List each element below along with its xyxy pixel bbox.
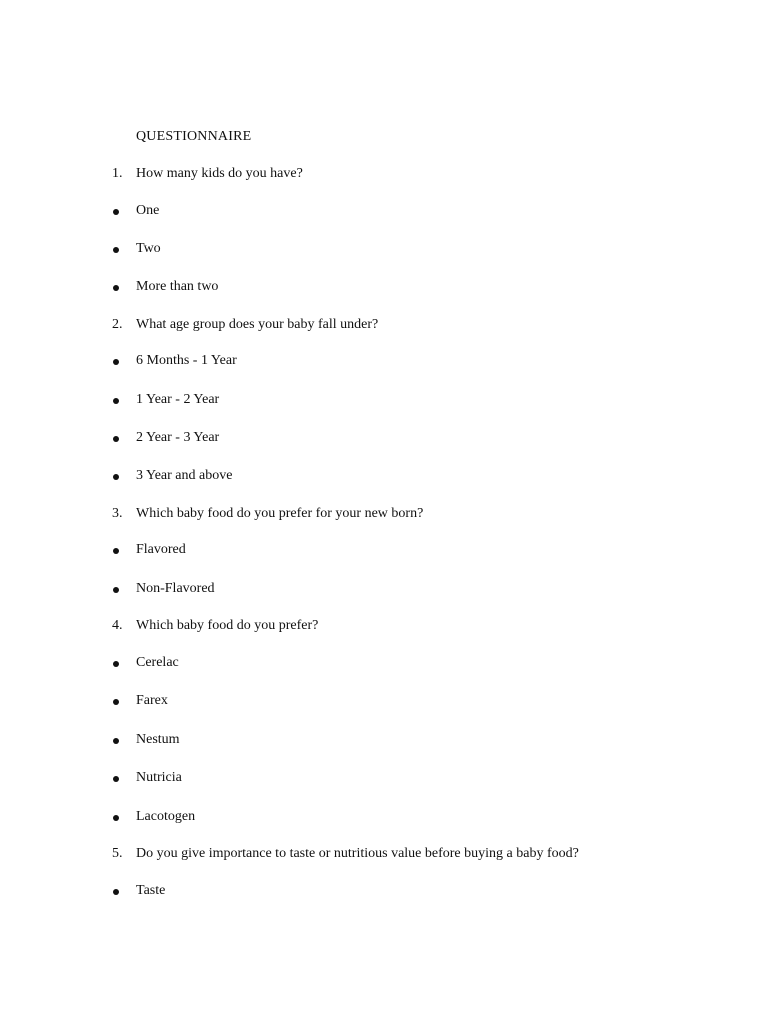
bullet-icon: [113, 738, 119, 744]
option-text: 1 Year - 2 Year: [136, 392, 220, 407]
option-item: [0, 391, 768, 411]
question-2: [0, 316, 768, 336]
question-text: How many kids do you have?: [136, 166, 303, 181]
document-title: QUESTIONNAIRE: [136, 129, 252, 144]
option-text: Lacotogen: [136, 809, 196, 824]
option-item: [0, 808, 768, 828]
option-item: [0, 882, 768, 902]
bullet-icon: [113, 474, 119, 480]
bullet-icon: [113, 398, 119, 404]
question-1: [0, 165, 768, 185]
bullet-icon: [113, 247, 119, 253]
bullet-icon: [113, 776, 119, 782]
option-item: [0, 202, 768, 222]
question-number: 3.: [112, 506, 123, 521]
option-text: Taste: [136, 883, 166, 898]
option-item: [0, 654, 768, 674]
bullet-icon: [113, 815, 119, 821]
bullet-icon: [113, 889, 119, 895]
bullet-icon: [113, 209, 119, 215]
option-item: [0, 731, 768, 751]
option-item: [0, 467, 768, 487]
option-item: [0, 429, 768, 449]
question-number: 4.: [112, 618, 123, 633]
option-item: [0, 692, 768, 712]
question-number: 5.: [112, 846, 123, 861]
option-text: Nutricia: [136, 770, 182, 785]
bullet-icon: [113, 436, 119, 442]
option-text: One: [136, 203, 160, 218]
bullet-icon: [113, 359, 119, 365]
option-text: Flavored: [136, 542, 186, 557]
bullet-icon: [113, 661, 119, 667]
option-item: [0, 769, 768, 789]
option-text: 6 Months - 1 Year: [136, 353, 237, 368]
option-item: [0, 352, 768, 372]
option-item: [0, 580, 768, 600]
option-text: Non-Flavored: [136, 581, 215, 596]
question-number: 2.: [112, 317, 123, 332]
option-text: 2 Year - 3 Year: [136, 430, 220, 445]
option-text: 3 Year and above: [136, 468, 233, 483]
bullet-icon: [113, 548, 119, 554]
question-5: [0, 845, 768, 865]
option-item: [0, 541, 768, 561]
question-text: Which baby food do you prefer for your new born?: [136, 506, 424, 521]
question-number: 1.: [112, 166, 123, 181]
bullet-icon: [113, 587, 119, 593]
option-text: Two: [136, 241, 161, 256]
question-text: Do you give importance to taste or nutritious value before buying a baby food?: [136, 846, 579, 861]
option-text: Farex: [136, 693, 168, 708]
option-text: More than two: [136, 279, 219, 294]
bullet-icon: [113, 285, 119, 291]
option-item: [0, 278, 768, 298]
option-text: Nestum: [136, 732, 180, 747]
bullet-icon: [113, 699, 119, 705]
option-text: Cerelac: [136, 655, 179, 670]
question-3: [0, 505, 768, 525]
option-item: [0, 240, 768, 260]
question-text: What age group does your baby fall under?: [136, 317, 379, 332]
question-text: Which baby food do you prefer?: [136, 618, 319, 633]
question-4: [0, 617, 768, 637]
